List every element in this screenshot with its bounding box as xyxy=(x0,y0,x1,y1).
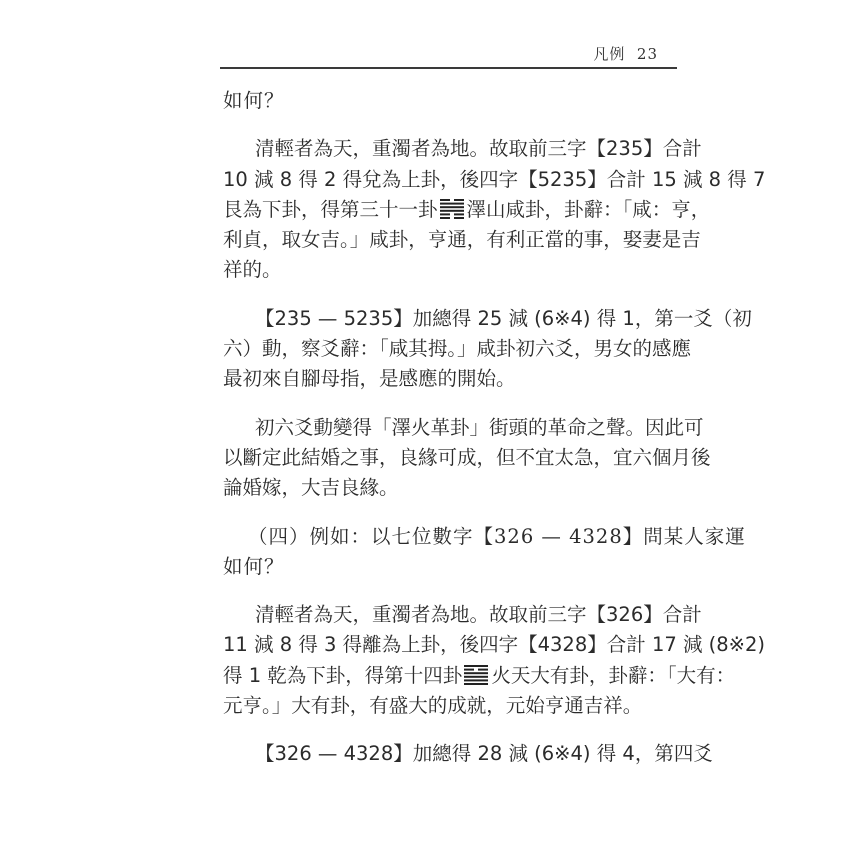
paragraph-6 xyxy=(223,739,713,769)
paragraph-gap xyxy=(223,286,655,304)
text-line: 【235 — 5235】加總得 25 減 (6※4) 得 1，第一爻（初 xyxy=(255,306,752,330)
text-line: 10 減 8 得 2 得兌為上卦，後四字【5235】合計 15 減 8 得 7 xyxy=(223,167,766,191)
continuation-line: 如何？ xyxy=(223,89,285,112)
paragraph-gap xyxy=(223,395,655,413)
header-page-number: 23 xyxy=(636,45,658,63)
text-line: 初六爻動變得「澤火革卦」街頭的革命之聲。因此可 xyxy=(255,415,704,439)
text-line: 如何？ xyxy=(223,554,285,578)
hexagram-14-da-you-icon xyxy=(464,665,488,685)
text-line: 六）動，察爻辭：「咸其拇。」咸卦初六爻，男女的感應 xyxy=(223,337,692,361)
paragraph-1 xyxy=(223,134,766,285)
text-line: 【326 — 4328】加總得 28 減 (6※4) 得 4，第四爻 xyxy=(255,742,713,766)
text-line: （四）例如：以七位數字【326 — 4328】問某人家運 xyxy=(248,524,746,548)
text-line: 清輕者為天，重濁者為地。故取前三字【235】合計 xyxy=(255,137,702,161)
paragraph-gap xyxy=(223,116,655,134)
paragraph-4-example-heading xyxy=(223,522,746,583)
text-line: 最初來自腳母指，是感應的開始。 xyxy=(223,367,516,391)
header-rule xyxy=(220,67,677,69)
text-segment: 得 1 乾為下卦，得第十四卦 xyxy=(223,663,463,687)
text-line: 論婚嫁，大吉良緣。 xyxy=(223,476,399,500)
text-line: 元亨。」大有卦，有盛大的成就，元始亨通吉祥。 xyxy=(223,694,643,718)
paragraph-5 xyxy=(223,600,766,721)
text-segment: 艮為下卦，得第三十一卦 xyxy=(223,197,438,221)
body-text xyxy=(223,86,766,770)
header-section-title: 凡例 xyxy=(593,45,626,63)
text-line: 清輕者為天，重濁者為地。故取前三字【326】合計 xyxy=(255,603,702,627)
text-segment: 火天大有卦，卦辭：「大有： xyxy=(491,663,736,687)
text-line: 以斷定此結婚之事，良緣可成，但不宜太急，宜六個月後 xyxy=(223,445,711,469)
text-line-with-hexagram xyxy=(223,195,711,225)
running-header xyxy=(220,44,658,64)
text-line: 利貞，取女吉。」咸卦，亨通，有利正當的事，娶妻是吉 xyxy=(223,228,701,252)
paragraph-gap xyxy=(223,721,655,739)
paragraph-2 xyxy=(223,304,752,395)
text-line: 11 減 8 得 3 得離為上卦，後四字【4328】合計 17 減 (8※2) xyxy=(223,633,766,657)
paragraph-gap xyxy=(223,504,655,522)
hexagram-31-xian-icon xyxy=(440,199,464,219)
paragraph-3 xyxy=(223,413,711,504)
text-line: 祥的。 xyxy=(223,258,282,282)
text-line-with-hexagram xyxy=(223,661,736,691)
text-segment: 澤山咸卦，卦辭：「咸：亨， xyxy=(466,197,711,221)
paragraph-gap xyxy=(223,582,655,600)
